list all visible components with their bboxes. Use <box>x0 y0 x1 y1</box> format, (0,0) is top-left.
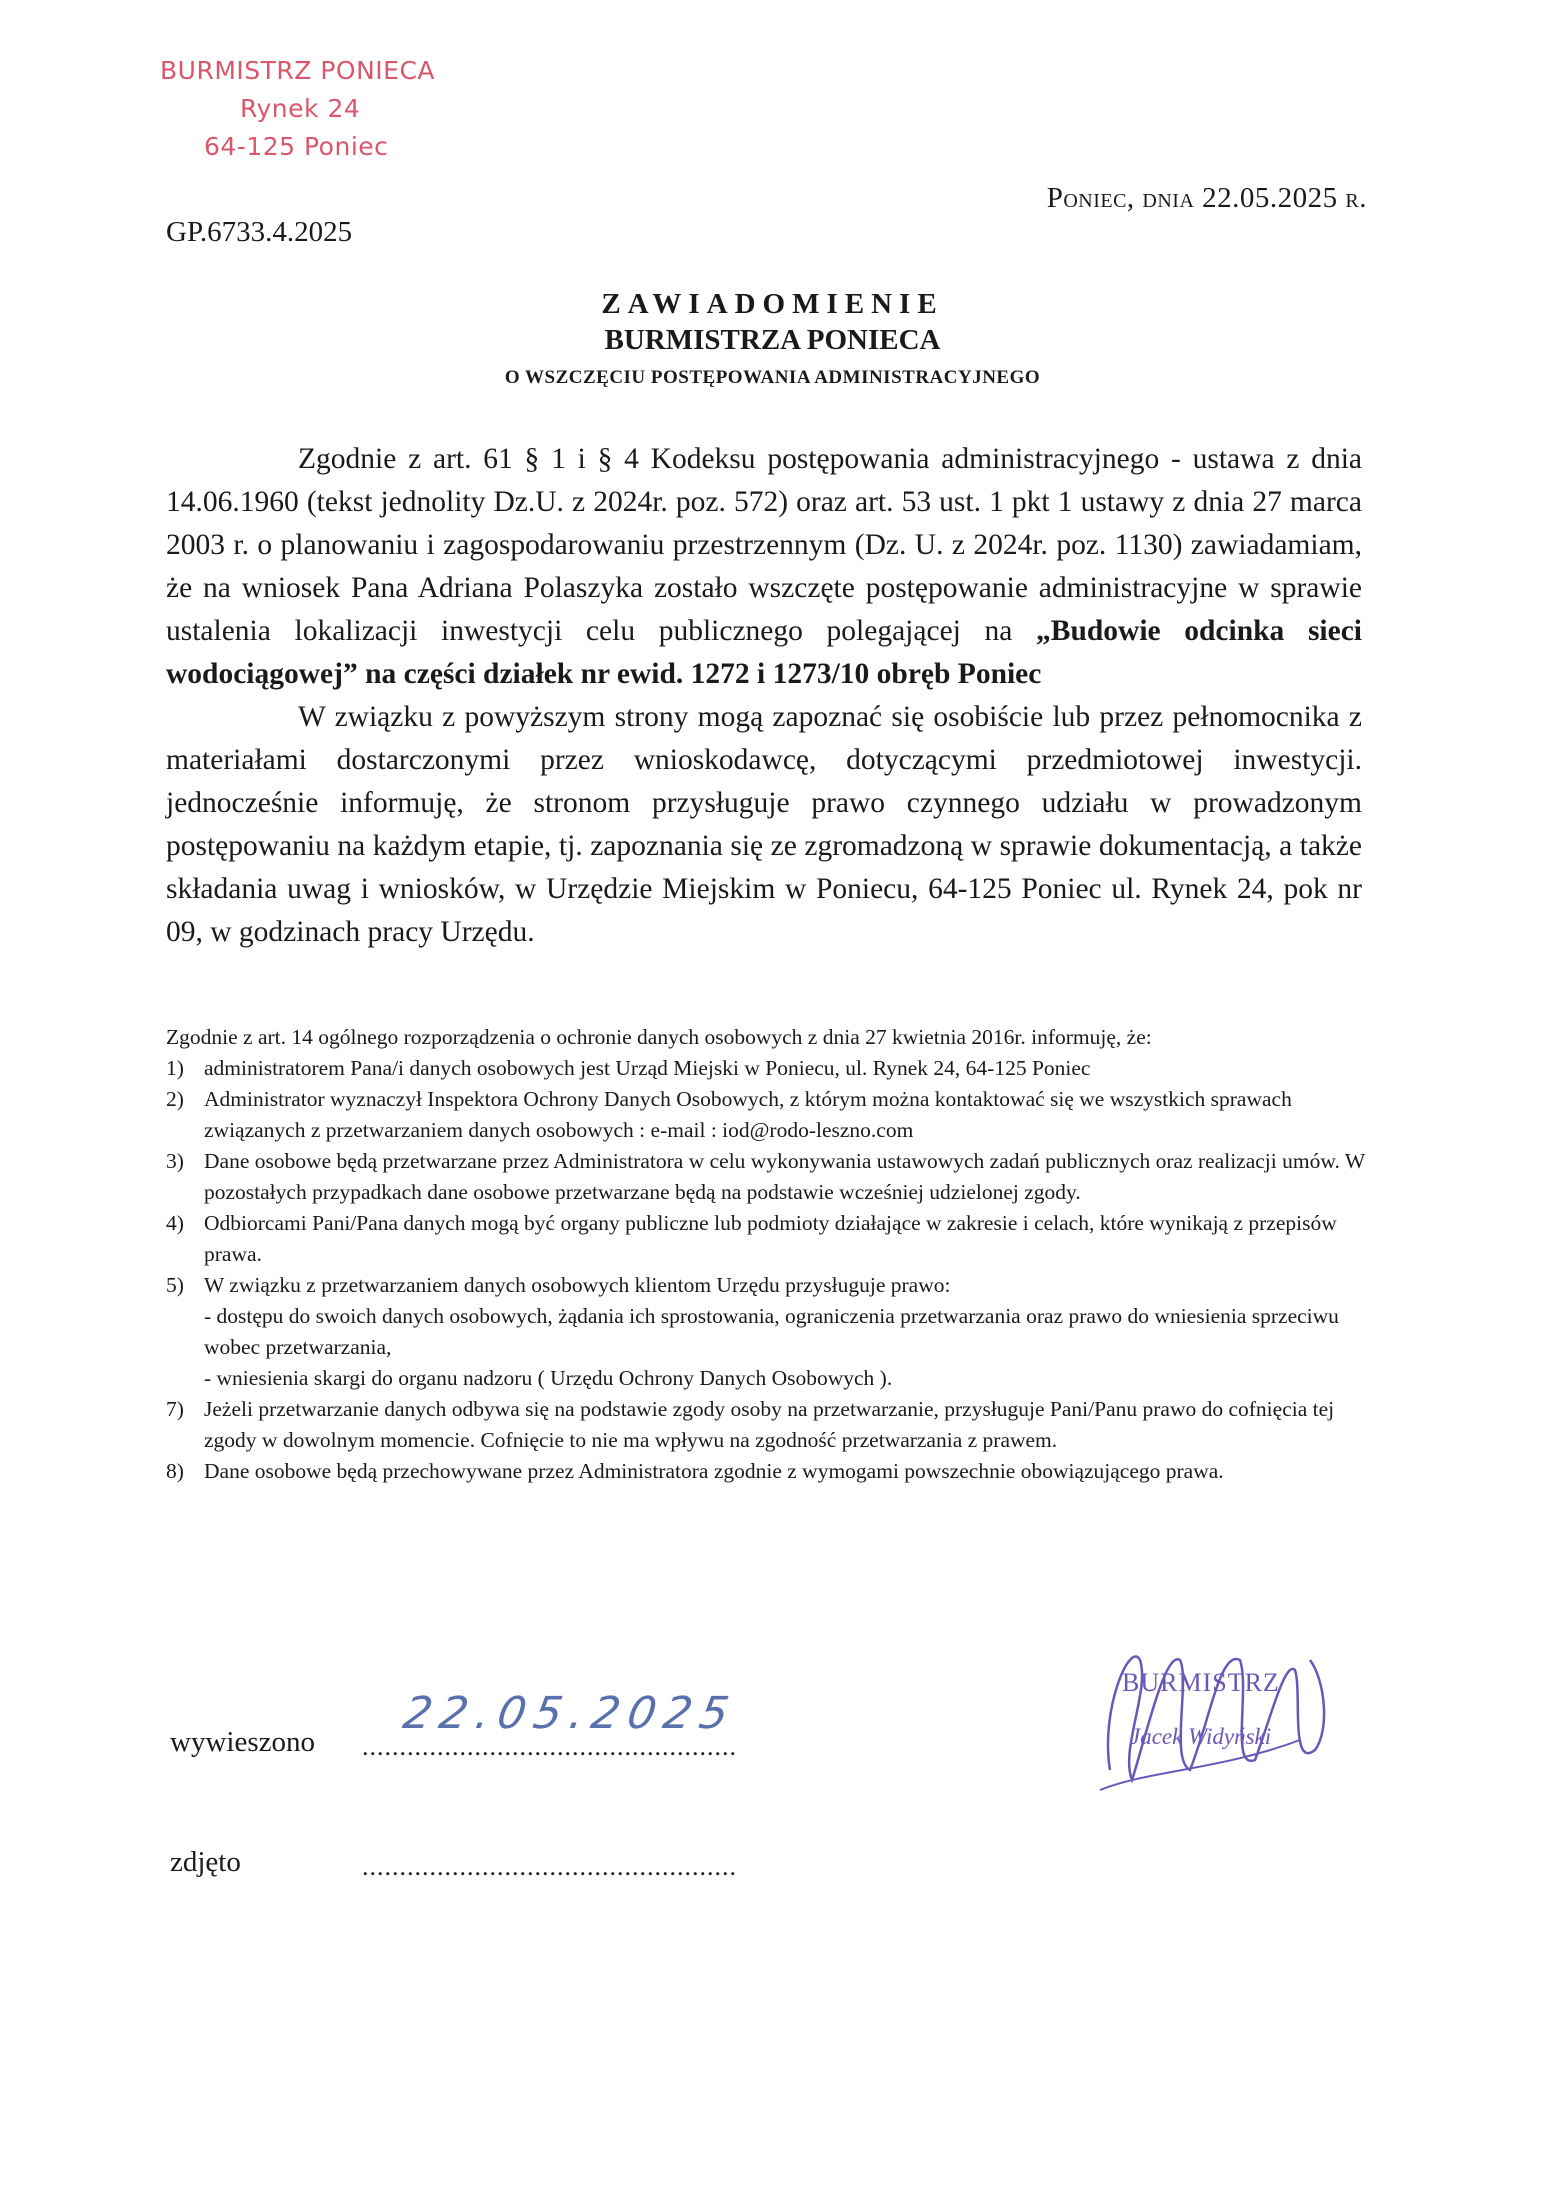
list-item-number: 2) <box>166 1087 184 1111</box>
case-reference: GP.6733.4.2025 <box>166 216 353 248</box>
paragraph-1 <box>166 438 1362 696</box>
list-item-number: 4) <box>166 1211 184 1235</box>
list-item <box>166 1053 1366 1084</box>
list-item <box>166 1456 1366 1487</box>
list-item-text: administratorem Pana/i danych osobowych jest Urząd Miejski w Poniecu, ul. Rynek 24, 64-125 Poniec <box>204 1056 1091 1080</box>
posted-dots: .................................................. <box>362 1732 737 1761</box>
list-item-text: Dane osobowe będą przechowywane przez Administratora zgodnie z wymogami powszechnie obowiązującego prawa. <box>204 1459 1224 1483</box>
list-item-number: 7) <box>166 1397 184 1421</box>
signature-stamp <box>1070 1620 1340 1810</box>
paragraph-1-text: Zgodnie z art. 61 § 1 i § 4 Kodeksu postępowania administracyjnego - ustawa z dnia 14.06.1960 (tekst jednolity Dz.U. z 2024r. poz. 572) oraz art. 53 ust. 1 pkt 1 ustawy z dnia 27 marca 2003 r. o planowaniu i zagospodarowaniu przestrzennym (Dz. U. z 2024r. poz. 1130) zawiadamiam, że na wniosek Pana Adriana Polaszyka zostało wszczęte postępowanie administracyjne w sprawie ustalenia lokalizacji inwestycji celu publicznego polegającej na <box>166 443 1362 647</box>
list-item-number: 1) <box>166 1056 184 1080</box>
gdpr-list <box>166 1053 1366 1487</box>
title-line-1: ZAWIADOMIENIE <box>601 288 944 320</box>
stamp-line-2: Rynek 24 <box>240 94 361 123</box>
office-stamp <box>150 52 450 166</box>
signature-scribble-icon <box>1070 1620 1340 1810</box>
document-title <box>0 286 1545 398</box>
list-subitem: - dostępu do swoich danych osobowych, żądania ich sprostowania, ograniczenia przetwarzania oraz prawo do wniesienia sprzeciwu wobec przetwarzania, <box>204 1304 1339 1359</box>
list-item-text: Jeżeli przetwarzanie danych odbywa się na podstawie zgody osoby na przetwarzanie, przysługuje Pani/Panu prawo do cofnięcia tej zgody w dowolnym momencie. Cofnięcie to nie ma wpływu na zgodność przetwarzania z prawem. <box>204 1397 1335 1452</box>
list-item-text: Odbiorcami Pani/Pana danych mogą być organy publiczne lub podmioty działające w zakresie i celach, które wynikają z przepisów prawa. <box>204 1211 1337 1266</box>
gdpr-intro: Zgodnie z art. 14 ogólnego rozporządzenia o ochronie danych osobowych z dnia 27 kwietnia 2016r. informuję, że: <box>166 1025 1152 1049</box>
list-item-number: 5) <box>166 1273 184 1297</box>
list-subitem: - wniesienia skargi do organu nadzoru ( Urzędu Ochrony Danych Osobowych ). <box>204 1366 893 1390</box>
title-line-2: BURMISTRZA PONIECA <box>604 324 941 356</box>
posted-date-handwritten: 22.05.2025 <box>399 1688 741 1739</box>
list-item <box>166 1084 1366 1146</box>
removed-row <box>170 1846 241 1879</box>
removed-label: zdjęto <box>170 1846 241 1878</box>
list-item-text: Dane osobowe będą przetwarzane przez Administratora w celu wykonywania ustawowych zadań publicznych oraz realizacji umów. W pozostałych przypadkach dane osobowe przetwarzane będą na podstawie wcześniej udzielonej zgody. <box>204 1149 1365 1204</box>
list-item-text: Administrator wyznaczył Inspektora Ochrony Danych Osobowych, z którym można kontaktować się we wszystkich sprawach związanych z przetwarzaniem danych osobowych : e-mail : iod@rodo-leszno.com <box>204 1087 1292 1142</box>
stamp-line-1: BURMISTRZ PONIECA <box>160 56 436 85</box>
signature-title: BURMISTRZ <box>1122 1668 1280 1697</box>
list-item <box>166 1270 1366 1394</box>
stamp-line-3: 64-125 Poniec <box>204 132 389 161</box>
list-item-number: 3) <box>166 1149 184 1173</box>
list-item <box>166 1146 1366 1208</box>
investment-name: „Budowie odcinka sieci wodociągowej” na części działek nr ewid. 1272 i 1273/10 obręb Poniec <box>166 615 1362 690</box>
gdpr-clause <box>166 1022 1366 1487</box>
list-item-number: 8) <box>166 1459 184 1483</box>
notice-body <box>166 438 1362 954</box>
list-item <box>166 1394 1366 1456</box>
paragraph-2: W związku z powyższym strony mogą zapoznać się osobiście lub przez pełnomocnika z materiałami dostarczonymi przez wnioskodawcę, dotyczącymi przedmiotowej inwestycji. jednocześnie informuję, że stronom przysługuje prawo czynnego udziału w prowadzonym postępowaniu na każdym etapie, tj. zapoznania się ze zgromadzoną w sprawie dokumentacją, a także składania uwag i wniosków, w Urzędzie Miejskim w Poniecu, 64-125 Poniec ul. Rynek 24, pok nr 09, w godzinach pracy Urzędu. <box>166 701 1362 948</box>
posted-label: wywieszono <box>170 1726 315 1758</box>
list-item-text: W związku z przetwarzaniem danych osobowych klientom Urzędu przysługuje prawo: <box>204 1273 951 1297</box>
place-and-date: Poniec, dnia 22.05.2025 r. <box>1046 182 1367 214</box>
signature-name: Jacek Widyński <box>1130 1724 1272 1749</box>
removed-dots: .................................................. <box>362 1852 737 1881</box>
posted-row <box>170 1726 315 1759</box>
title-line-3: O WSZCZĘCIU POSTĘPOWANIA ADMINISTRACYJNEGO <box>504 367 1041 388</box>
list-item <box>166 1208 1366 1270</box>
